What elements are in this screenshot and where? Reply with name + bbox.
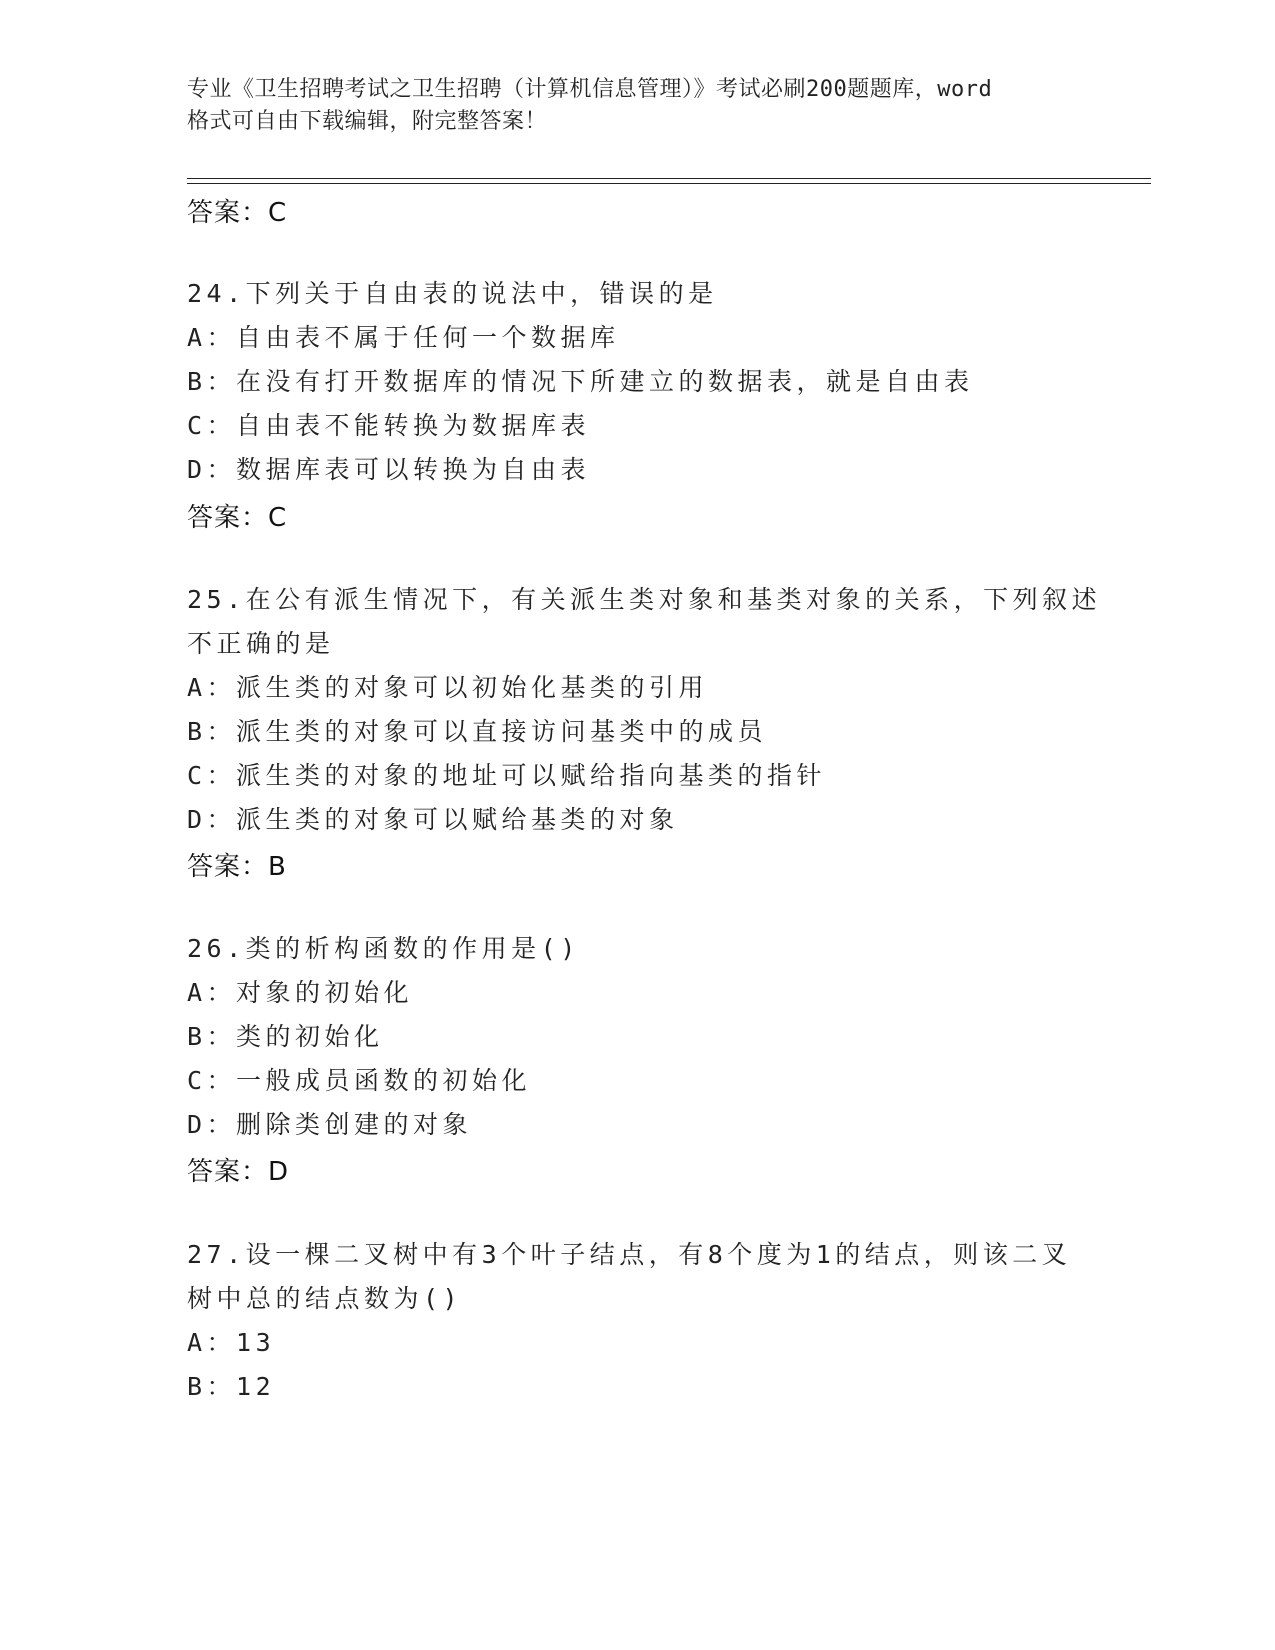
option-b: B：12 [187, 1372, 276, 1401]
question-stem: 27.设一棵二叉树中有3个叶子结点，有8个度为1的结点，则该二叉 [187, 1240, 1072, 1269]
option-c: C：自由表不能转换为数据库表 [187, 411, 591, 440]
option-d: D：数据库表可以转换为自由表 [187, 455, 591, 484]
answer-prev: 答案：C [187, 198, 288, 228]
question-stem: 25.在公有派生情况下，有关派生类对象和基类对象的关系，下列叙述 [187, 585, 1102, 614]
header-divider-bottom [187, 183, 1151, 184]
header-title-line-2: 格式可自由下载编辑，附完整答案！ [187, 109, 548, 134]
question-stem: 26.类的析构函数的作用是() [187, 934, 580, 963]
question-stem: 24.下列关于自由表的说法中，错误的是 [187, 279, 718, 308]
answer: 答案：B [187, 852, 287, 882]
header-title-line-1: 专业《卫生招聘考试之卫生招聘（计算机信息管理）》考试必刷200题题库，word [187, 77, 993, 102]
document-header [187, 74, 1087, 138]
option-b: B：类的初始化 [187, 1022, 384, 1051]
option-a: A：对象的初始化 [187, 978, 414, 1007]
option-a: A：自由表不属于任何一个数据库 [187, 323, 620, 352]
option-d: D：删除类创建的对象 [187, 1110, 473, 1139]
answer: 答案：D [187, 1157, 290, 1187]
option-c: C：派生类的对象的地址可以赋给指向基类的指针 [187, 761, 827, 790]
question-stem-continued: 树中总的结点数为() [187, 1284, 463, 1313]
option-b: B：在没有打开数据库的情况下所建立的数据表，就是自由表 [187, 367, 974, 396]
answer: 答案：C [187, 503, 288, 533]
question-stem-continued: 不正确的是 [187, 629, 335, 658]
option-d: D：派生类的对象可以赋给基类的对象 [187, 805, 679, 834]
option-a: A：派生类的对象可以初始化基类的引用 [187, 673, 709, 702]
option-c: C：一般成员函数的初始化 [187, 1066, 532, 1095]
option-b: B：派生类的对象可以直接访问基类中的成员 [187, 717, 768, 746]
header-divider-top [187, 178, 1151, 179]
option-a: A：13 [187, 1328, 276, 1357]
